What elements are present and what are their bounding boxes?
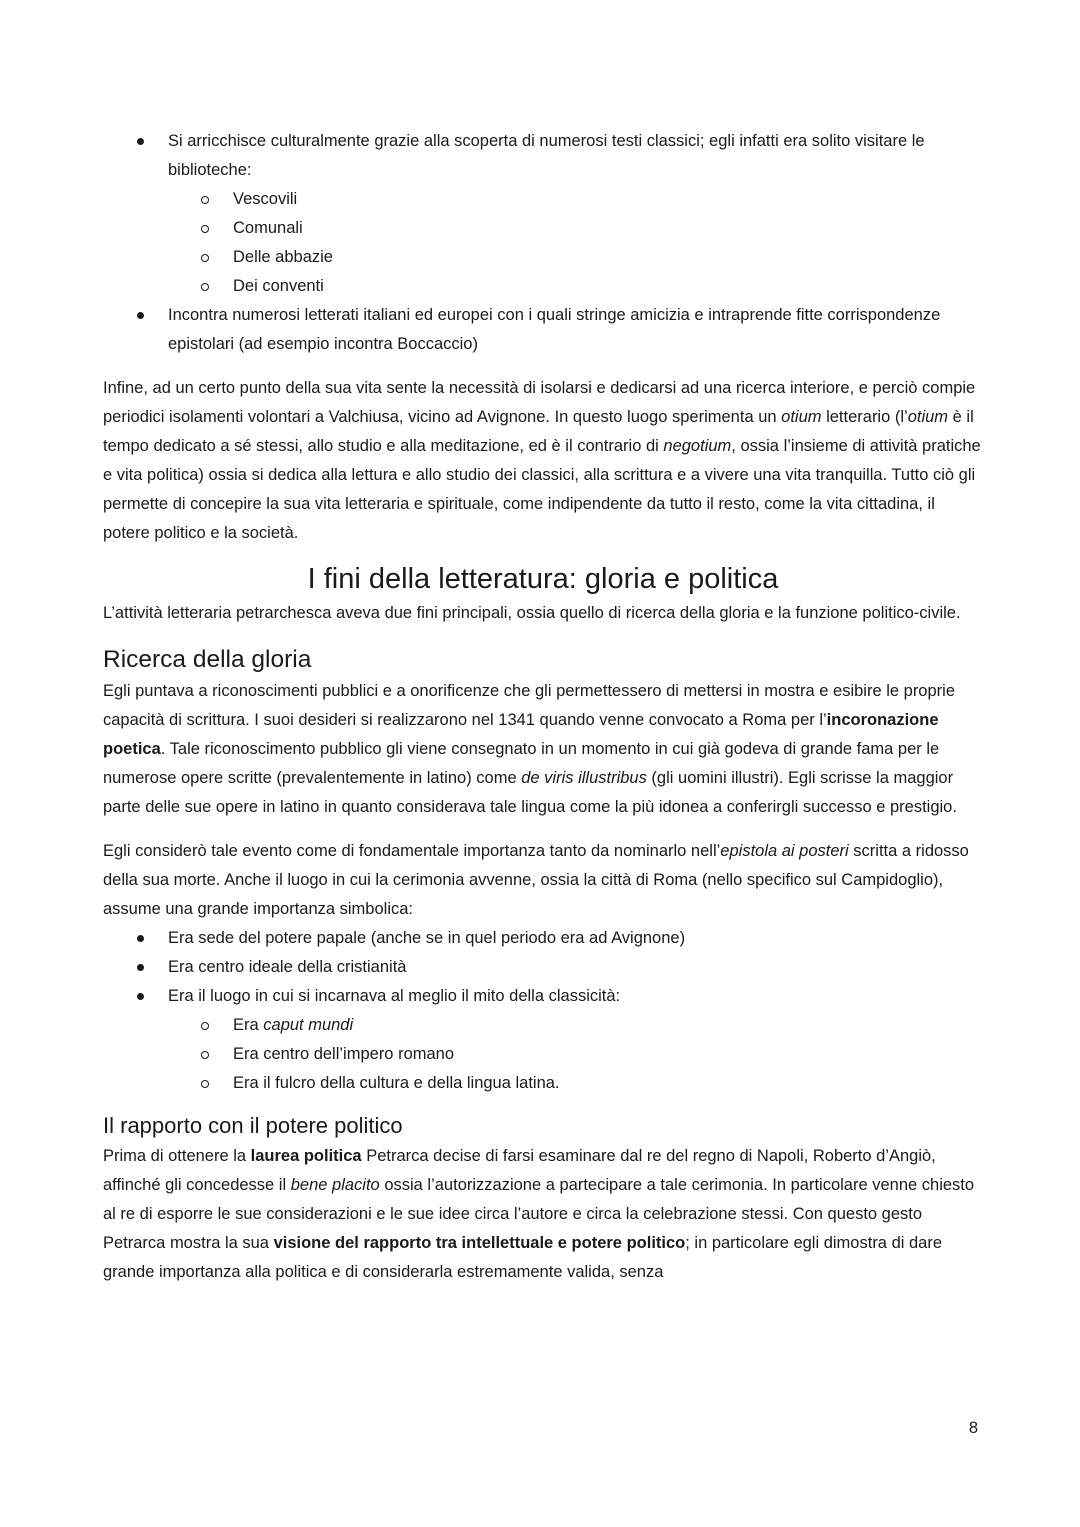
list-item: Incontra numerosi letterati italiani ed europei con i quali stringe amicizia e intraprende fitte corrispondenze epistolari (ad esempio incontra Boccaccio)	[103, 301, 983, 359]
text-run: Petrarca decise di farsi esaminare dal re del regno di Napoli, Roberto d’Angiò, affinché gli concedesse il	[103, 1147, 936, 1194]
sub-list-item: Era centro dell’impero romano	[168, 1040, 983, 1069]
italic-term: otium	[907, 408, 949, 426]
text-run: Infine, ad un certo punto della sua vita sente la necessità di isolarsi e dedicarsi ad una ricerca interiore, e perciò compie periodici isolamenti volontari a Valchiusa, vicino ad Avignone. In questo luogo sperimenta un	[103, 379, 976, 426]
text-run: scritta a ridosso della sua morte. Anche il luogo in cui la cerimonia avvenne, ossia la città di Roma (nello specifico sul Campidoglio), assume una grande importanza simbolica:	[103, 842, 969, 918]
list-item	[103, 127, 983, 301]
sub-list-item: Dei conventi	[168, 272, 983, 301]
text-run: Era	[233, 1016, 264, 1034]
text-run: ; in particolare egli dimostra di dare grande importanza alla politica e di considerarla estremamente valida, senza	[103, 1234, 943, 1281]
italic-term: bene placito	[290, 1176, 380, 1194]
text-run: Egli puntava a riconoscimenti pubblici e a onorificenze che gli permettessero di mettersi in mostra e esibire le proprie capacità di scrittura. I suoi desideri si realizzarono nel 1341 quando venne convocato a Roma per l’	[103, 682, 955, 729]
list-item-text: Era il luogo in cui si incarnava al meglio il mito della classicità:	[168, 987, 621, 1005]
sub-list-item: Delle abbazie	[168, 243, 983, 272]
sub-list-item: Era il fulcro della cultura e della lingua latina.	[168, 1069, 983, 1098]
bullet-list-roma	[103, 924, 983, 1098]
bullet-list-libraries	[103, 127, 983, 359]
italic-term: negotium	[663, 437, 732, 455]
heading-fini-letteratura: I fini della letteratura: gloria e politica	[307, 563, 779, 595]
paragraph-valchiusa	[103, 374, 983, 548]
bold-term: incoronazione poetica	[103, 711, 939, 758]
list-item: Era sede del potere papale (anche se in quel periodo era ad Avignone)	[103, 924, 983, 953]
italic-term: otium	[781, 408, 822, 426]
page-content	[103, 127, 983, 1287]
list-item: Era centro ideale della cristianità	[103, 953, 983, 982]
text-run: , ossia l’insieme di attività pratiche e vita politica) ossia si dedica alla lettura e allo studio dei classici, alla scrittura e a vivere una vita tranquilla. Tutto ciò gli permette di concepire la sua vita letteraria e spirituale, come indipendente da tutto il resto, come la vita cittadina, il potere politico e la società.	[103, 437, 981, 542]
list-item	[103, 982, 983, 1098]
sub-list-classicita	[168, 1011, 983, 1098]
italic-term: caput mundi	[263, 1016, 354, 1034]
list-item-text: Si arricchisce culturalmente grazie alla scoperta di numerosi testi classici; egli infatti era solito visitare le biblioteche:	[168, 132, 925, 179]
italic-title: de viris illustribus	[521, 769, 647, 787]
paragraph-fini: L’attività letteraria petrarchesca aveva due fini principali, ossia quello di ricerca della gloria e la funzione politico-civile.	[103, 604, 961, 622]
sub-list-libraries	[168, 185, 983, 301]
text-run: letterario (l’	[821, 408, 908, 426]
sub-list-item: Comunali	[168, 214, 983, 243]
paragraph-potere	[103, 1142, 983, 1287]
text-run: è il tempo dedicato a sé stessi, allo studio e alla meditazione, ed è il contrario di	[103, 408, 974, 455]
sub-list-item: Vescovili	[168, 185, 983, 214]
bold-term: laurea politica	[250, 1147, 362, 1165]
paragraph-evento	[103, 837, 983, 924]
text-run: Egli considerò tale evento come di fondamentale importanza tanto da nominarlo nell’	[103, 842, 721, 860]
text-run: (gli uomini illustri). Egli scrisse la maggior parte delle sue opere in latino in quanto considerava tale lingua come la più idonea a conferirgli successo e prestigio.	[103, 769, 957, 816]
page-number: 8	[968, 1419, 978, 1437]
italic-title: epistola ai posteri	[720, 842, 849, 860]
heading-potere-politico: Il rapporto con il potere politico	[103, 1113, 403, 1138]
sub-list-item	[168, 1011, 983, 1040]
paragraph-gloria	[103, 677, 983, 822]
bold-term: visione del rapporto tra intellettuale e potere politico	[273, 1234, 686, 1252]
text-run: . Tale riconoscimento pubblico gli viene consegnato in un momento in cui già godeva di grande fama per le numerose opere scritte (prevalentemente in latino) come	[103, 740, 940, 787]
text-run: Prima di ottenere la	[103, 1147, 251, 1165]
text-run: ossia l’autorizzazione a partecipare a tale cerimonia. In particolare venne chiesto al re di esporre le sue considerazioni e le sue idee circa l’autore e circa la celebrazione stessi. Con questo gesto Petrarca mostra la sua	[103, 1176, 975, 1252]
heading-ricerca-gloria: Ricerca della gloria	[103, 646, 312, 673]
